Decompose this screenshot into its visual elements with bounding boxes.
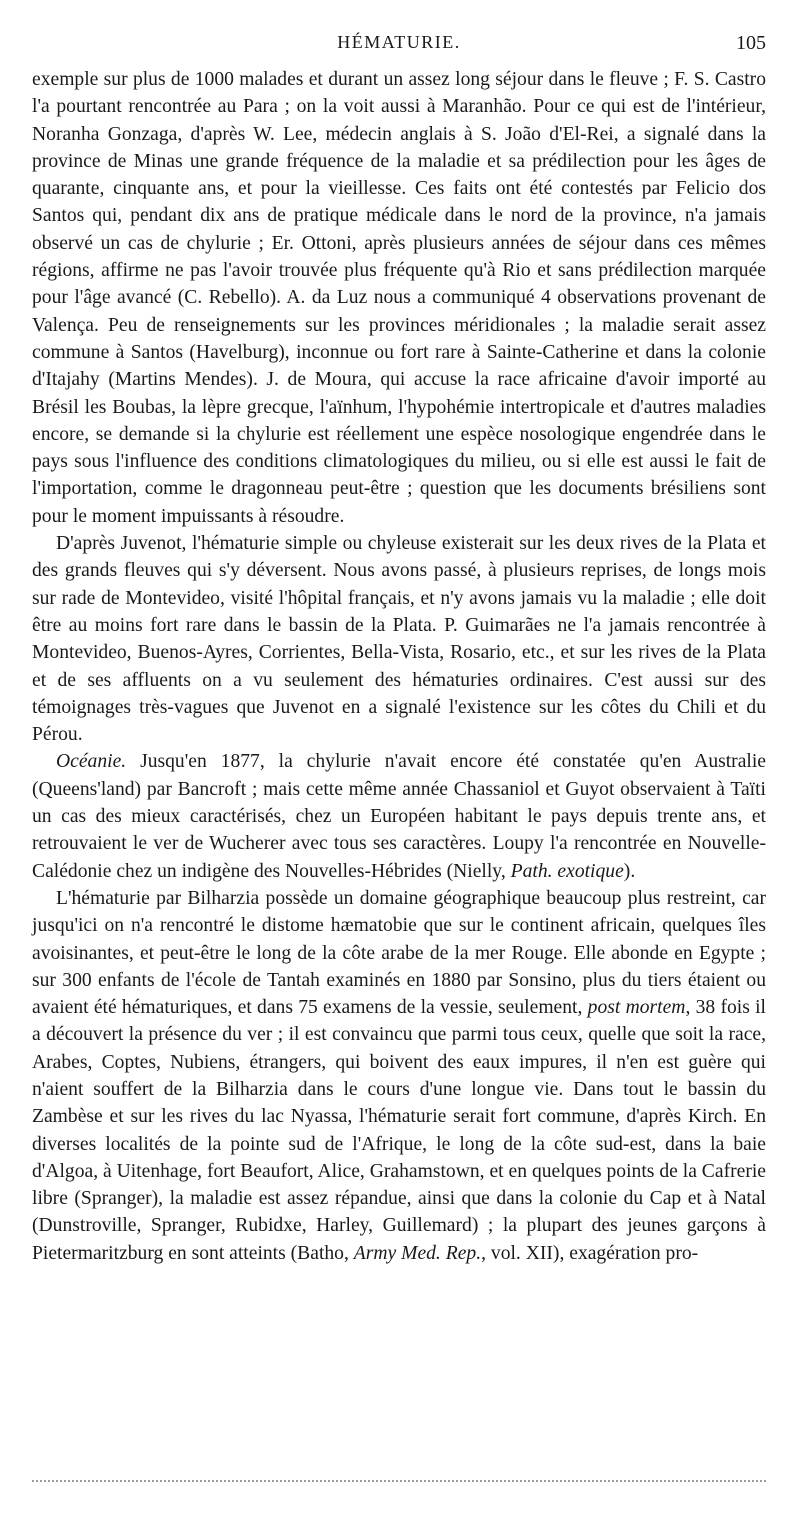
bilharzia-text-3: , vol. XII), exagération pro-: [481, 1242, 699, 1264]
paragraph-oceanie: [32, 748, 766, 884]
paragraph-bilharzia: [32, 885, 766, 1267]
page-number: 105: [736, 32, 766, 54]
bilharzia-text-2: , 38 fois il a découvert la présence du ver ; il est convaincu que parmi tous ceux, quelle que soit la race, Arabes, Coptes, Nubiens, étrangers, qui boivent des eaux impures, il n'en est guère qui n'aient souffert de la Bilharzia dans le cours d'une longue vie. Dans tout le bassin du Zambèse et sur les rives du lac Nyassa, l'hématurie serait fort commune, d'après Kirch. En diverses localités de la pointe sud de l'Afrique, le long de la côte sud-est, dans la baie d'Algoa, à Uitenhage, fort Beaufort, Alice, Grahamstown, et en quelques points de la Cafrerie libre (Spranger), la maladie est assez répandue, ainsi que dans la colonie du Cap et à Natal (Dunstroville, Spranger, Rubidxe, Harley, Guillemard) ; la plupart des jeunes garçons à Pietermaritzburg en sont atteints (Batho,: [32, 997, 766, 1264]
paragraph-bresil-continued: exemple sur plus de 1000 malades et durant un assez long séjour dans le fleuve ; F. S. Castro l'a pourtant rencontrée au Para ; on la voit aussi à Maranhão. Pour ce qui est de l'intérieur, Noranha Gonzaga, d'après W. Lee, médecin anglais à S. João d'El-Rei, a signalé dans la province de Minas une grande fréquence de la maladie et sa prédilection pour les âges de quarante, cinquante ans, et pour la vieillesse. Ces faits ont été contestés par Felicio dos Santos qui, pendant dix ans de pratique médicale dans le nord de la province, n'a jamais observé un cas de chylurie ; Er. Ottoni, après plusieurs années de séjour dans ces mêmes régions, affirme ne pas l'avoir trouvée plus fréquente qu'à Rio et sans prédilection marquée pour l'âge avancé (C. Rebello). A. da Luz nous a communiqué 4 observations provenant de Valença. Peu de renseignements sur les provinces méridionales ; la maladie serait assez commune à Santos (Havelburg), inconnue ou fort rare à Sainte-Catherine et dans la colonie d'Itajahy (Martins Mendes). J. de Moura, qui accuse la race africaine d'avoir importé au Brésil les Boubas, la lèpre grecque, l'aïnhum, l'hypohémie intertropicale et d'autres maladies encore, se demande si la chylurie est réellement une espèce nosologique engendrée dans le pays sous l'influence des conditions climatologiques du milieu, ou si elle est aussi le fait de l'importation, comme le dragonneau peut-être ; question que les documents brésiliens sont pour le moment impuissants à résoudre.: [32, 69, 766, 527]
body-text: [32, 66, 766, 1267]
citation-title: Army Med. Rep.: [353, 1242, 482, 1264]
oceanie-text-end: ).: [623, 860, 636, 882]
citation-title: Path. exotique: [510, 860, 624, 882]
latin-phrase: post mortem: [587, 997, 686, 1019]
oceanie-text: Jusqu'en 1877, la chylurie n'avait encore été constatée qu'en Australie (Queens'land) par Bancroft ; mais cette même année Chassaniol et Guyot observaient à Taïti un cas des mieux caractérisés, chez un Européen habitant le pays depuis trente ans, et retrouvaient le ver de Wucherer avec tous ses caractères. Loupy l'a rencontrée en Nouvelle-Calédonie chez un indigène des Nouvelles-Hébrides (Nielly,: [32, 751, 766, 882]
running-title: HÉMATURIE.: [337, 32, 461, 52]
section-label-oceanie: Océanie.: [56, 751, 127, 773]
page-header: [32, 22, 766, 56]
footer-dotted-rule: [32, 1480, 766, 1482]
bilharzia-text-1: L'hématurie par Bilharzia possède un domaine géographique beaucoup plus restreint, car jusqu'ici on n'a rencontré le distome hæmatobie que sur le continent africain, quelques îles avoisinantes, et peut-être le long de la côte arabe de la mer Rouge. Elle abonde en Egypte ; sur 300 enfants de l'école de Tantah examinés en 1880 par Sonsino, plus du tiers étaient ou avaient été hématuriques, et dans 75 examens de la vessie, seulement,: [32, 887, 766, 1019]
paragraph-plata: D'après Juvenot, l'hématurie simple ou chyleuse existerait sur les deux rives de la Plata et des grands fleuves qui s'y déversent. Nous avons passé, à plusieurs reprises, de longs mois sur rade de Montevideo, visité l'hôpital français, et n'y avons jamais vu la maladie ; elle doit être au moins fort rare dans le bassin de la Plata. P. Guimarães ne l'a jamais rencontrée à Montevideo, Buenos-Ayres, Corrientes, Bella-Vista, Rosario, etc., et sur les rives de la Plata et de ses affluents on a vu seulement des hématuries ordinaires. C'est aussi sur des témoignages très-vagues que Juvenot en a signalé l'existence sur les côtes du Chili et du Pérou.: [32, 533, 766, 746]
